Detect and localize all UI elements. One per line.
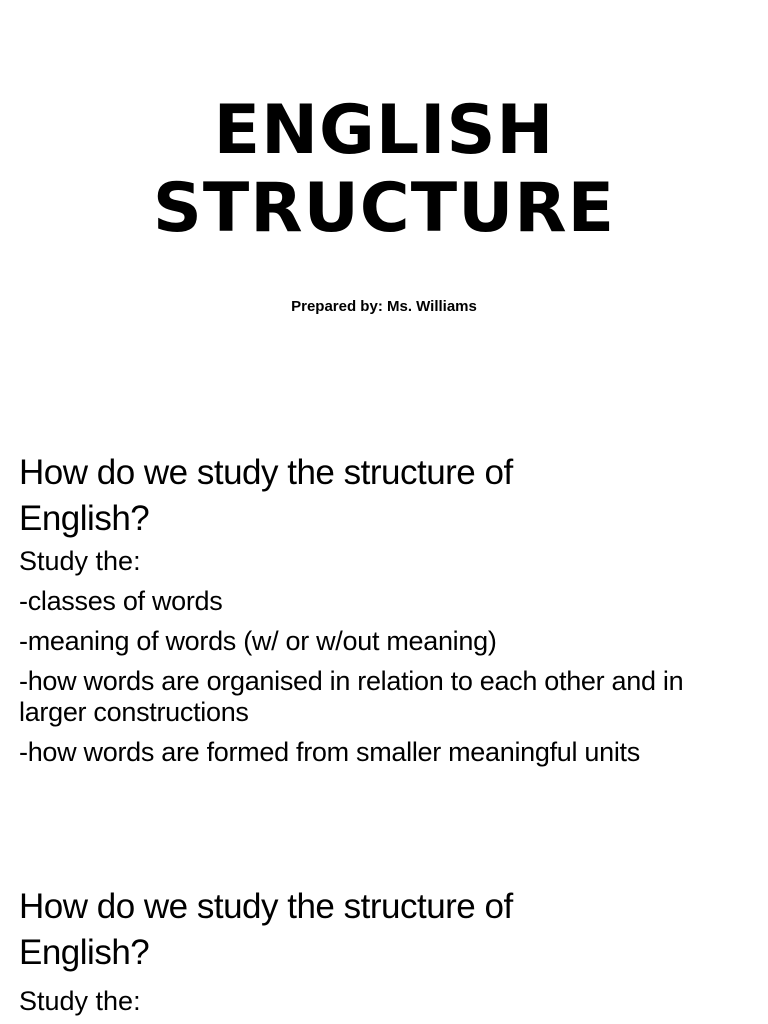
list-item: -how words are organised in relation to each other and in larger constructions — [19, 666, 684, 727]
content-slide-2 — [0, 860, 768, 1024]
slide-heading-line-1: How do we study the structure of — [19, 453, 513, 492]
list-item: -how words are formed from smaller meaningful units — [19, 737, 640, 767]
list-item: -meaning of words (w/ or w/out meaning) — [19, 626, 497, 656]
deck-title-line-2: STRUCTURE — [152, 169, 616, 248]
title-slide — [0, 0, 768, 400]
prepared-by-text: Prepared by: Ms. Williams — [291, 298, 477, 315]
content-slide-1 — [0, 430, 768, 840]
slide-intro: Study the: — [19, 546, 141, 576]
slide-heading — [19, 884, 719, 976]
slide-body-list — [19, 586, 719, 777]
slide-heading-line-2: English? — [19, 499, 150, 538]
slide-heading-line-2: English? — [19, 933, 150, 972]
slide-heading — [19, 450, 719, 542]
deck-title — [0, 92, 768, 248]
slide-heading-line-1: How do we study the structure of — [19, 887, 513, 926]
list-item: -classes of words — [19, 586, 223, 616]
deck-title-line-1: ENGLISH — [213, 91, 555, 170]
slide-intro: Study the: — [19, 986, 141, 1016]
